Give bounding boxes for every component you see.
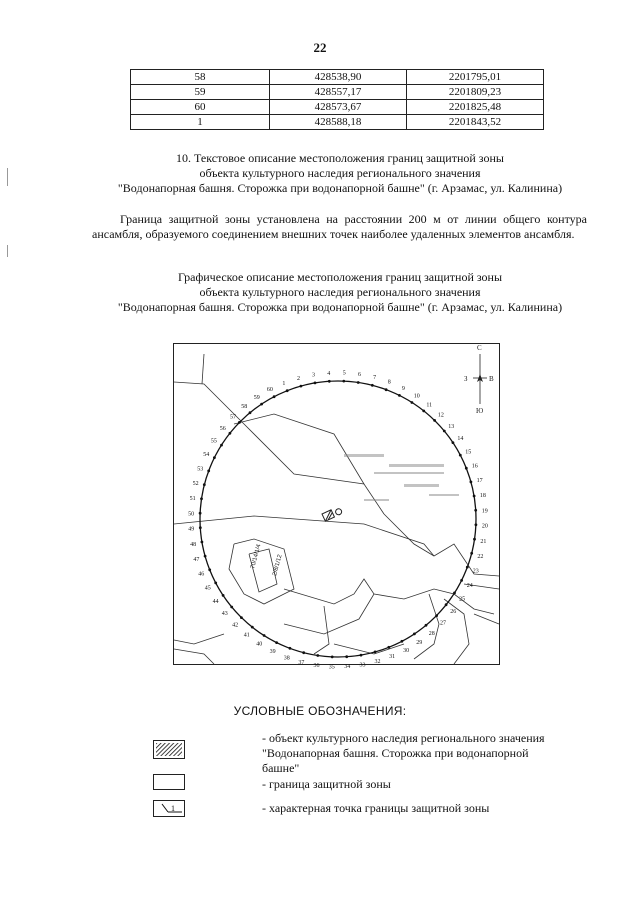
x-coordinate-cell: 428573,67: [270, 100, 407, 115]
y-coordinate-cell: 2201795,01: [407, 70, 544, 85]
boundary-point-label: 38: [283, 655, 290, 662]
boundary-point-marker: [251, 626, 254, 629]
boundary-point-marker: [470, 552, 473, 555]
boundary-point-marker: [263, 634, 266, 637]
compass-east-label: В: [489, 375, 494, 383]
boundary-point-label: 13: [448, 423, 455, 430]
boundary-point-label: 27: [440, 620, 446, 627]
y-coordinate-cell: 2201825,48: [407, 100, 544, 115]
protection-zone-map: [173, 343, 500, 671]
boundary-point-marker: [331, 656, 334, 659]
boundary-point-marker: [473, 538, 476, 541]
boundary-point-label: 49: [188, 526, 195, 533]
boundary-point-label: 53: [197, 466, 204, 473]
boundary-point-marker: [475, 523, 478, 526]
boundary-point-marker: [289, 647, 292, 650]
boundary-point-marker: [300, 385, 303, 388]
boundary-point-marker: [199, 526, 202, 529]
boundary-point-label: 47: [193, 557, 200, 563]
boundary-point-label: 12: [437, 412, 444, 419]
boundary-point-marker: [214, 582, 217, 585]
heritage-object-legend-text: - объект культурного наследия регионального значения "Водонапорная башня. Сторожка при водонапорной башне": [262, 731, 545, 775]
legend-title: УСЛОВНЫЕ ОБОЗНАЧЕНИЯ:: [233, 704, 407, 718]
boundary-point-label: 11: [426, 402, 433, 409]
compass-north-label: С: [477, 344, 482, 352]
margin-mark: [7, 245, 8, 257]
boundary-point-label: 18: [479, 493, 486, 499]
graphic-heading-line-2: объекта культурного наследия регионального значения: [199, 285, 481, 299]
y-coordinate-cell: 2201809,23: [407, 85, 544, 100]
boundary-point-label: 40: [256, 641, 263, 648]
boundary-point-label: 6: [358, 372, 361, 379]
boundary-point-label: 32: [374, 659, 381, 666]
boundary-point-marker: [229, 432, 232, 435]
zone-description-paragraph: Граница защитной зоны установлена на расстоянии 200 м от линии общего контура ансамбля, образуемого соединением внешних точек наиболее удаленных элементов ансамбля.: [92, 212, 587, 241]
boundary-point-label: 16: [471, 463, 478, 470]
boundary-point-marker: [208, 568, 211, 571]
point-number-cell: 60: [131, 100, 270, 115]
boundary-point-label: 55: [210, 438, 217, 445]
boundary-point-marker: [374, 651, 377, 654]
boundary-point-label: 1: [282, 380, 286, 387]
boundary-point-marker: [470, 481, 473, 484]
boundary-point-label: 35: [328, 664, 335, 671]
boundary-point-label: 7: [373, 375, 377, 382]
boundary-point-label: 26: [450, 608, 457, 615]
boundary-point-marker: [200, 497, 203, 500]
boundary-point-label: 58: [241, 404, 248, 411]
boundary-point-marker: [433, 419, 436, 422]
boundary-point-label: 2: [297, 375, 300, 382]
boundary-point-label: 43: [221, 611, 228, 618]
boundary-point-label: 5: [342, 370, 346, 377]
boundary-point-marker: [316, 654, 319, 657]
boundary-point-marker: [260, 403, 263, 406]
boundary-point-label: 23: [472, 568, 479, 575]
graphic-heading-line-1: Графическое описание местоположения границ защитной зоны: [177, 270, 503, 284]
point-number-cell: 59: [131, 85, 270, 100]
boundary-point-label: 28: [428, 630, 435, 637]
boundary-point-label: 51: [189, 496, 196, 502]
heritage-object-legend-symbol: [153, 740, 185, 759]
boundary-point-label: 25: [459, 596, 466, 603]
boundary-point-marker: [435, 614, 438, 617]
boundary-point-label: 44: [212, 598, 219, 605]
boundary-point-marker: [411, 401, 414, 404]
boundary-point-label: 30: [403, 647, 410, 654]
boundary-point-label: 37: [298, 659, 305, 666]
svg-text:2/8/1/12: 2/8/1/12: [272, 554, 284, 577]
graphic-description-heading: [60, 270, 620, 315]
x-coordinate-cell: 428557,17: [270, 85, 407, 100]
boundary-point-marker: [398, 394, 401, 397]
boundary-point-label: 45: [204, 585, 211, 592]
boundary-point-label: 9: [401, 385, 405, 392]
boundary-point-marker: [453, 592, 456, 595]
heritage-object-symbol: [322, 506, 343, 521]
boundary-point-marker: [465, 467, 468, 470]
boundary-point-marker: [204, 555, 207, 558]
compass-rose: [464, 344, 494, 415]
boundary-point-label: 19: [481, 508, 488, 515]
boundary-point-marker: [199, 512, 202, 515]
boundary-point-label: 39: [269, 649, 276, 656]
boundary-point-marker: [387, 646, 390, 649]
block-labels: [250, 543, 284, 576]
boundary-point-marker: [203, 483, 206, 486]
boundary-point-label: 54: [203, 452, 210, 459]
boundary-point-marker: [314, 382, 317, 385]
boundary-point-marker: [345, 655, 348, 658]
boundary-point-marker: [238, 421, 241, 424]
boundary-point-marker: [360, 654, 363, 657]
table-row: [131, 85, 544, 100]
boundary-point-label: 59: [253, 395, 260, 402]
boundary-point-marker: [328, 380, 331, 383]
boundary-point-label: 20: [481, 523, 488, 530]
y-coordinate-cell: 2201843,52: [407, 115, 544, 130]
boundary-point-label: 17: [476, 478, 483, 484]
boundary-point-label: 24: [466, 582, 473, 589]
page-number: 22: [313, 40, 327, 55]
boundary-point-label: 15: [465, 449, 472, 456]
boundary-point-label: 14: [457, 436, 464, 443]
boundary-point-marker: [213, 456, 216, 459]
zone-boundary-legend-text: - граница защитной зоны: [262, 777, 391, 791]
boundary-point-marker: [425, 624, 428, 627]
compass-west-label: З: [464, 375, 468, 383]
section-10-heading-line-2: объекта культурного наследия регионального значения: [199, 166, 481, 180]
boundary-point-marker: [240, 616, 243, 619]
boundary-point-marker: [385, 388, 388, 391]
boundary-point-marker: [249, 411, 252, 414]
boundary-point-marker: [201, 541, 204, 544]
boundary-point-label: 8: [387, 379, 391, 386]
boundary-point-marker: [422, 410, 425, 413]
boundary-point-marker: [473, 495, 476, 498]
boundary-point-label: 22: [477, 554, 484, 561]
boundary-point-marker: [466, 566, 469, 569]
boundary-point-marker: [460, 579, 463, 582]
boundary-point-label: 4: [327, 370, 331, 377]
boundary-point-marker: [222, 594, 225, 597]
margin-mark: [7, 168, 8, 186]
boundary-point-marker: [371, 384, 374, 387]
terrain-hatching: [344, 454, 459, 501]
boundary-point-marker: [302, 651, 305, 654]
boundary-point-marker: [474, 509, 477, 512]
boundary-point-label: 31: [389, 654, 396, 661]
boundary-point-label: 3: [312, 372, 315, 379]
boundary-point-marker: [401, 640, 404, 643]
boundary-point-marker: [275, 641, 278, 644]
compass-south-label: Ю: [476, 407, 484, 415]
section-10-heading-line-1: 10. Текстовое описание местоположения границ защитной зоны: [176, 151, 504, 165]
coordinates-table: [130, 69, 544, 130]
boundary-point-label: 34: [344, 664, 351, 671]
section-10-heading-line-3: "Водонапорная башня. Сторожка при водонапорной башне" (г. Арзамас, ул. Калинина): [117, 181, 563, 195]
boundary-point-marker: [342, 380, 345, 383]
boundary-point-label: 29: [416, 639, 423, 646]
zone-boundary-legend-symbol: [153, 774, 185, 790]
boundary-point-label: 41: [243, 632, 250, 639]
boundary-point-label: 42: [232, 622, 239, 629]
section-10-heading: [60, 151, 620, 196]
point-number-cell: 1: [131, 115, 270, 130]
boundary-point-marker: [273, 395, 276, 398]
boundary-point-marker: [286, 389, 289, 392]
boundary-point-marker: [445, 603, 448, 606]
svg-text:70/14/1/4: 70/14/1/4: [250, 543, 263, 570]
boundary-point-label: 60: [266, 387, 273, 394]
boundary-layer: [188, 371, 488, 671]
graphic-heading-line-3: "Водонапорная башня. Сторожка при водонапорной башне" (г. Арзамас, ул. Калинина): [117, 300, 563, 314]
boundary-point-label: 10: [413, 393, 420, 400]
boundary-point-legend-text: - характерная точка границы защитной зоны: [262, 801, 490, 815]
boundary-point-label: 56: [219, 426, 226, 433]
boundary-point-label: 57: [230, 414, 236, 421]
boundary-point-label: 46: [198, 571, 205, 578]
x-coordinate-cell: 428538,90: [270, 70, 407, 85]
boundary-point-label: 52: [192, 480, 199, 487]
table-row: [131, 100, 544, 115]
table-row: [131, 70, 544, 85]
boundary-point-label: 33: [359, 662, 366, 669]
boundary-point-marker: [230, 606, 233, 609]
boundary-point-symbol-label: 1: [171, 804, 175, 813]
table-row: [131, 115, 544, 130]
x-coordinate-cell: 428588,18: [270, 115, 407, 130]
boundary-point-marker: [207, 470, 210, 473]
boundary-point-label: 48: [190, 542, 197, 548]
boundary-point-label: 21: [480, 539, 487, 545]
boundary-point-marker: [452, 441, 455, 444]
boundary-point-marker: [357, 381, 360, 384]
point-number-cell: 58: [131, 70, 270, 85]
boundary-point-legend-symbol: [153, 800, 185, 817]
boundary-point-marker: [459, 454, 462, 457]
boundary-point-marker: [220, 444, 223, 447]
boundary-point-marker: [413, 633, 416, 636]
boundary-point-label: 50: [188, 511, 195, 518]
boundary-point-marker: [443, 430, 446, 433]
boundary-point-label: 36: [313, 662, 320, 669]
